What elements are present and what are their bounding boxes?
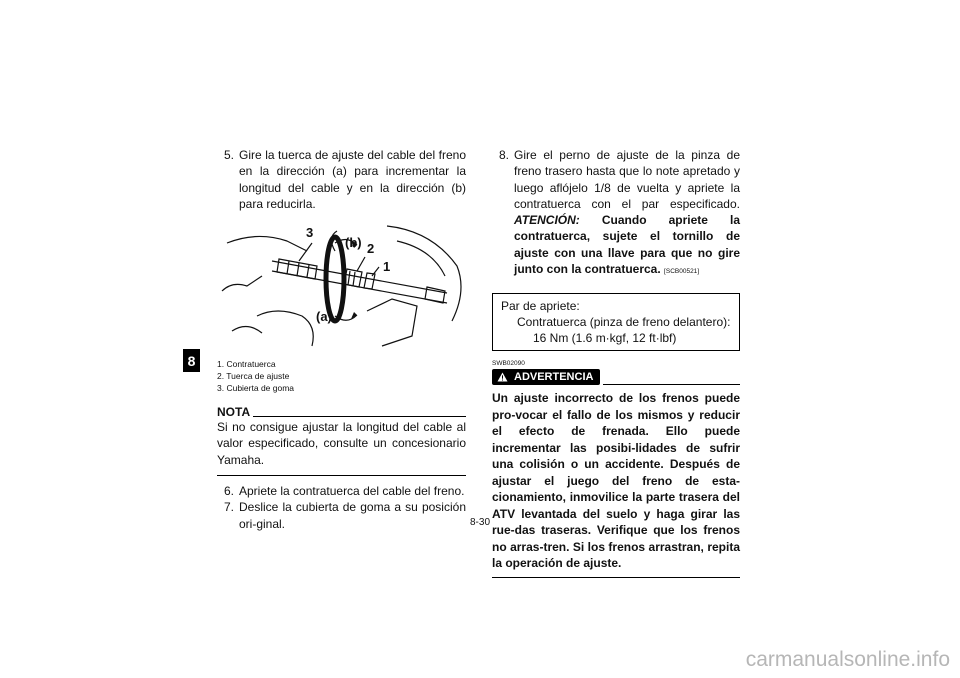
lower-part <box>257 311 313 346</box>
warning-label: ADVERTENCIA <box>514 371 594 384</box>
left-column <box>217 147 466 532</box>
warning-triangle-icon <box>497 372 508 382</box>
warning-text: Un ajuste incorrecto de los frenos puede pro-vocar el fallo de los mismos y reducir el efecto de frenada. Ello puede incrementar las posibi-lidades de sufrir una colisión o un accidente. Después de ajustar el juego del freno de esta-cionamiento, inmovilice la parte trasera del ATV levantada del suelo y haga girar las rue-das traseras. Verifique que los frenos no arras-tren. Si los frenos arrastran, repita la operación de ajuste. <box>492 385 740 578</box>
label-a: (a) <box>316 309 332 325</box>
step-number: 6. <box>223 484 234 499</box>
leader-3 <box>299 243 312 261</box>
warning-rule <box>603 384 740 385</box>
figure-legend <box>217 358 466 394</box>
legend-item: 2. Tuerca de ajuste <box>217 371 290 382</box>
label-1: 1 <box>383 259 391 275</box>
adjuster-thread <box>348 271 355 286</box>
steps-6-7 <box>217 483 466 532</box>
step-number: 8. <box>498 148 509 162</box>
nota-header <box>217 406 466 419</box>
step-8 <box>492 147 740 280</box>
torque-value: 16 Nm (1.6 m·kgf, 12 ft·lbf) <box>533 331 677 346</box>
brake-cable-illustration <box>217 221 466 356</box>
atencion-label: ATENCIÓN: <box>514 213 580 228</box>
wheel-arc <box>387 226 461 321</box>
label-3: 3 <box>306 225 314 241</box>
step-number: 7. <box>223 500 234 515</box>
page-number: 8-30 <box>469 517 490 528</box>
warning-header <box>492 369 740 385</box>
lock-nut <box>364 273 375 289</box>
step-text: Gire la tuerca de ajuste del cable del freno en la dirección (a) para incrementar la longitud del cable y en la dirección (b) para reducirla. <box>239 148 466 211</box>
step-text: Apriete la contratuerca del cable del freno. <box>239 484 465 499</box>
torque-item: Contratuerca (pinza de freno delantero): <box>517 315 731 330</box>
reference-code: [SCB00521] <box>664 268 700 276</box>
label-b: (b) <box>345 235 362 251</box>
frame-line-left <box>222 276 262 291</box>
leader-1 <box>372 267 379 276</box>
step-5 <box>217 147 466 212</box>
nota-rule <box>253 416 466 417</box>
torque-title: Par de apriete: <box>501 299 580 314</box>
frame-line-top <box>227 237 307 252</box>
nota-text: Si no consigue ajustar la longitud del cable al valor especificado, consulte un concesionario Yamaha. <box>217 419 466 476</box>
step-number: 5. <box>223 148 234 162</box>
atencion-text: Cuando apriete la contratuerca, sujete el tornillo de ajuste con una llave para que no gire junto con la contratuerca. <box>514 213 741 277</box>
nota-title: NOTA <box>217 405 251 420</box>
step-6 <box>217 483 466 499</box>
cable-drawing <box>217 221 466 356</box>
torque-spec-box <box>492 293 740 351</box>
warning-badge <box>492 369 600 385</box>
leader-2 <box>357 257 365 271</box>
legend-item: 1. Contratuerca <box>217 359 276 370</box>
step-text: Deslice la cubierta de goma a su posición ori-ginal. <box>239 500 466 531</box>
label-2: 2 <box>367 241 375 257</box>
section-tab: 8 <box>183 349 200 372</box>
bracket <box>367 299 417 346</box>
lower-part-2 <box>232 327 262 334</box>
watermark: carmanualsonline.info <box>745 648 950 671</box>
step-8-text: Gire el perno de ajuste de la pinza de freno trasero hasta que lo note apretado y luego aflójelo 1/8 de vuelta y apriete la contratuerca con el par especificado. <box>514 148 740 211</box>
step-text <box>514 147 740 280</box>
right-column <box>492 147 740 578</box>
warning-code: SWB02090 <box>492 360 525 368</box>
legend-item: 3. Cubierta de goma <box>217 383 295 394</box>
step-7 <box>217 499 466 532</box>
